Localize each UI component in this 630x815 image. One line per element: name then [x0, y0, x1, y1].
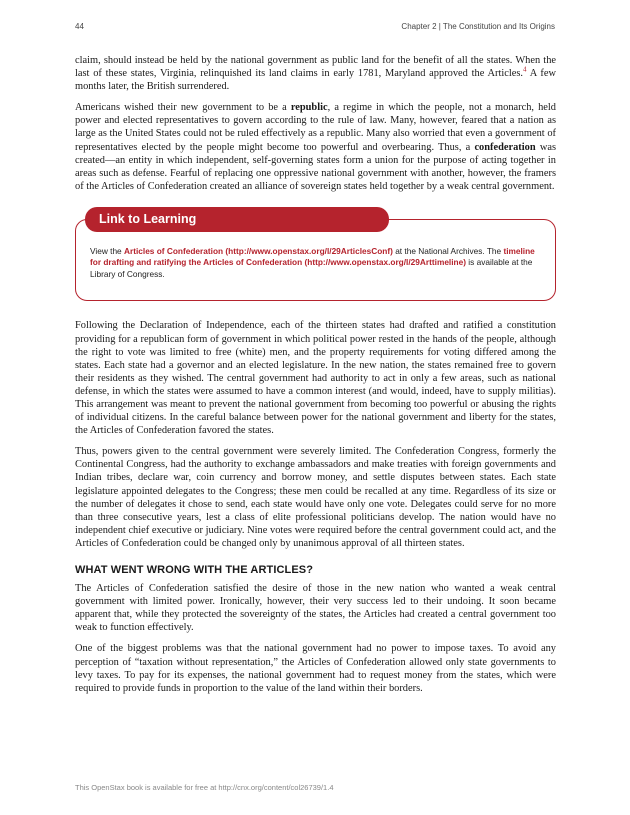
paragraph-text-continued: A few months later, the British surrendered.: [75, 68, 556, 93]
link-box-text: View the: [90, 245, 124, 256]
paragraph-central-powers: Thus, powers given to the central government were severely limited. The Confederation Congress, formerly the Continental Congress, had the authority to exchange ambassadors and make treaties with foreign governments and Indian tribes, declare war, coin currency and borrow money, and settle disputes between states. Each state legislature appointed delegates to the Congress; these men could be recalled at any time. Regardless of its size or the number of delegates it chose to send, each state would have only one vote. Delegates could serve for no more than three consecutive years, lest a class of elite professional politicians develop. The nation would have no independent chief executive or judiciary. Nine votes were required before the central government could act, and the Articles of Confederation could be changed only by unanimous approval of all thirteen states.: [75, 446, 556, 549]
timeline-link[interactable]: timeline for drafting and ratifying the Articles of Confederation (http://www.openstax.org/l/29Arttimeline): [90, 245, 535, 268]
articles-of-confederation-link[interactable]: Articles of Confederation (http://www.openstax.org/l/29ArticlesConf): [123, 245, 393, 256]
paragraph-state-constitutions: Following the Declaration of Independence, each of the thirteen states had drafted and ratified a constitution providing for a republican form of government in which political power rested in the hands of the people, although the right to vote was limited to free (white) men, and the property requirements for voting differed among the states. Each state had a governor and an elected legislature. In the new nation, the states remained free to govern their residents as they wished. The central government had authority to act in only a few areas, such as national defense, in which the states were assumed to have a common interest (and would, indeed, have to supply militias). This arrangement was meant to prevent the national government from becoming too powerful or abusing the rights of individual citizens. In the careful balance between power for the national government and liberty for the states, the Articles of Confederation favored the states.: [75, 320, 556, 437]
paragraph-text: claim, should instead be held by the national government as public land for the benefit of all the states. When the last of these states, Virginia, relinquished its land claims in early 1781, Maryland approved the Articles.: [75, 55, 556, 80]
footnote-marker[interactable]: 4: [523, 65, 527, 74]
page-content: [75, 54, 556, 703]
paragraph-text: Americans wished their new government to be a: [75, 102, 291, 114]
link-to-learning-box: [75, 207, 556, 302]
paragraph-text: , a regime in which the people, not a monarch, held power and elected representatives to govern according to the rule of law. Many, however, feared that a nation as large as the United States could not be ruled effectively as a republic. Many also worried that even a government of representatives elected by the people might become too powerful and overbearing. Thus, a: [75, 102, 556, 153]
paragraph-republic: [75, 101, 556, 193]
paragraph-weak-government: The Articles of Confederation satisfied the desire of those in the new nation who wanted a weak central government with limited power. Ironically, however, their very success led to their undoing. It soon became apparent that, while they protected the sovereignty of the states, the Articles had created a central government too weak to function effectively.: [75, 583, 556, 634]
section-heading: WHAT WENT WRONG WITH THE ARTICLES?: [75, 564, 314, 577]
paragraph-text: was created—an entity in which independent, self-governing states form a union for the purpose of acting together in areas such as defense. Fearful of replacing one oppressive national government with another, however, the framers of the Articles of Confederation created an alliance of sovereign states held together by a weak central government.: [75, 141, 556, 192]
key-term-confederation: confederation: [474, 141, 536, 153]
key-term-republic: republic: [290, 102, 328, 114]
link-to-learning-title: Link to Learning: [85, 207, 389, 232]
paragraph-taxes: One of the biggest problems was that the national government had no power to impose taxes. To avoid any perception of “taxation without representation,” the Articles of Confederation allowed only state governments to levy taxes. To pay for its expenses, the national government had to request money from the states, which were required to provide funds in proportion to the value of the land within their borders.: [75, 643, 556, 694]
page-footer: This OpenStax book is available for free at http://cnx.org/content/col26739/1.4: [75, 783, 334, 792]
link-box-text: is available at the Library of Congress.: [90, 257, 533, 279]
page-number: 44: [75, 22, 84, 31]
paragraph-land-claims: [75, 54, 556, 93]
link-box-text: at the National Archives. The: [392, 245, 504, 256]
running-header: Chapter 2 | The Constitution and Its Origins: [401, 22, 555, 31]
